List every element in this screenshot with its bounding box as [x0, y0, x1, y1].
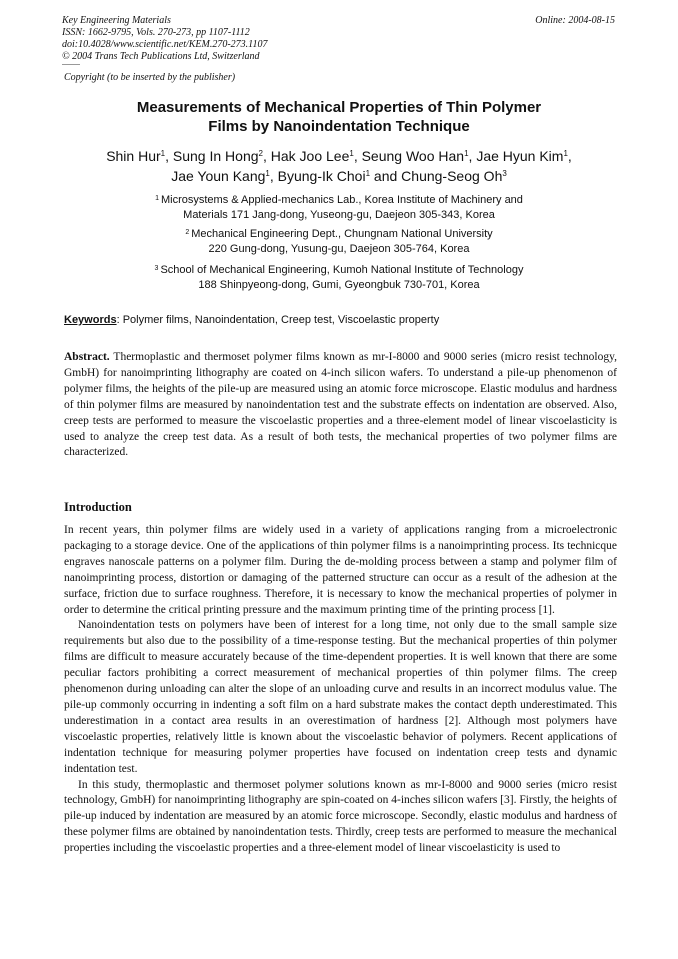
affiliation-line: Microsystems & Applied-mechanics Lab., Korea Institute of Machinery and [160, 194, 523, 206]
affiliation-line: School of Mechanical Engineering, Kumoh National Institute of Technology [160, 264, 524, 276]
doi-line: doi:10.4028/www.scientific.net/KEM.270-273.1107 [62, 39, 268, 50]
keywords-label: Keywords [64, 314, 117, 326]
title-line-2: Films by Nanoindentation Technique [208, 118, 470, 135]
affiliation-address: 188 Shinpyeong-dong, Gumi, Gyeongbuk 730-701, Korea [198, 279, 480, 291]
online-date: Online: 2004-08-15 [535, 15, 615, 26]
affiliation-3 [40, 263, 638, 293]
affiliation-number: 2 [185, 229, 190, 236]
author-affiliation-mark: 1 [160, 149, 166, 158]
author-name: Sung In Hong [172, 148, 259, 164]
affiliation-number: 1 [155, 195, 159, 202]
author-affiliation-mark: 2 [258, 149, 263, 158]
journal-name: Key Engineering Materials [62, 15, 171, 26]
author-name: Chung-Seog Oh [401, 168, 503, 184]
publisher-line: © 2004 Trans Tech Publications Ltd, Switzerland [62, 51, 260, 62]
introduction-body [64, 523, 617, 857]
introduction-heading: Introduction [64, 500, 132, 514]
affiliation-1 [40, 193, 638, 223]
keywords-text: : Polymer films, Nanoindentation, Creep test, Viscoelastic property [116, 314, 440, 326]
author-name: Byung-Ik Choi [277, 168, 366, 184]
affiliation-number: 3 [154, 265, 159, 272]
author-list [40, 146, 638, 186]
affiliation-line: Mechanical Engineering Dept., Chungnam National University [191, 228, 493, 240]
header-divider [62, 64, 80, 65]
author-line-2: Jae Youn Kang$^1$, Byung-Ik Choi$^1$ and Chung-Seog Oh$^3$ [171, 168, 507, 184]
author-affiliation-mark: 1 [349, 149, 354, 158]
author-name: Seung Woo Han [361, 148, 465, 164]
author-affiliation-mark: 1 [563, 149, 568, 158]
author-name: Shin Hur [106, 148, 161, 164]
author-name: Jae Hyun Kim [476, 148, 564, 164]
paper-title [60, 98, 618, 136]
abstract [64, 350, 617, 461]
affiliation-address: Materials 171 Jang-dong, Yuseong-gu, Daejeon 305-343, Korea [183, 209, 495, 221]
abstract-label: Abstract. [64, 351, 110, 363]
abstract-text: Thermoplastic and thermoset polymer films known as mr-I-8000 and 9000 series (micro resist technology, GmbH) for nanoimprinting lithography are coated on 4-inch silicon wafers. To understand a pile-up phenomenon of polymer films, the heights of the pile-up are measured using an atomic force microscope. Elastic modulus and hardness of thin polymer films are measured by nanoindentation test and the substrate effects on indentation are observed. Also, creep tests are performed to measure the viscoelastic properties and a three-element model of linear viscoelasticity is used to analyze the creep test data. As a result of both tests, the mechanical properties of two polymer films are characterized. [64, 351, 617, 459]
paragraph: Nanoindentation tests on polymers have been of interest for a long time, not only due to the small sample size requirements but also due to the possibility of a time-response testing. But the mechanical properties of thin polymer films are difficult to measure accurately because of the time-dependent properties. It is well known that there are some peculiar factors prohibiting a correct measurement of mechanical properties of thin polymer films. The creep phenomenon during unloading can alter the slope of an unloading curve and results in an incorrect modulus value. The pile-up commonly occurring in indenting a soft film on a hard substrate makes the contact depth underestimated. This underestimation in a contact area results in an overestimation of hardness [2]. Although most polymers have viscoelastic properties, relatively little is known about the viscoelastic behavior of polymers. Recent applications of indentation technique for measuring polymer properties have focused on indentation creep tests and dynamic indentation test. [64, 619, 617, 775]
author-line-1: Shin Hur$^1$, Sung In Hong$^2$, Hak Joo Lee$^1$, Seung Woo Han$^1$, Jae Hyun Kim$^1$, [106, 148, 572, 164]
author-affiliation-mark: 1 [365, 169, 371, 178]
author-affiliation-mark: 1 [265, 169, 270, 178]
author-name: Jae Youn Kang [171, 168, 266, 184]
paragraph: In this study, thermoplastic and thermoset polymer solutions known as mr-I-8000 and 9000 series (micro resist technology, GmbH) for nanoimprinting lithography are spin-coated on 4-inches silicon wafers [3]. Firstly, the heights of pile-up induced by indentation are measured by an atomic force microscope. Secondly, elastic modulus and hardness of these polymer films are obtained by nanoindentation tests. Thirdly, creep tests are performed to measure the mechanical properties including the viscoelastic properties and a three-element model of linear viscoelasticity is used to [64, 778, 617, 855]
author-name: Hak Joo Lee [270, 148, 350, 164]
affiliation-2 [40, 227, 638, 257]
affiliation-address: 220 Gung-dong, Yusung-gu, Daejeon 305-764, Korea [208, 243, 470, 255]
keywords [64, 314, 617, 326]
copyright-note: Copyright (to be inserted by the publisher) [64, 72, 236, 83]
journal-header [62, 15, 615, 63]
paragraph: In recent years, thin polymer films are widely used in a variety of applications ranging from a microelectronic packaging to a storage device. One of the applications of thin polymer films is a nanoimprinting process. Its technicque engraves nanoscale patterns on a polymer film. During the de-molding process between a stamp and polymer film of nanoimprinting process, distortion or damaging of the patterned structure can occur as a result of the adhesion at the surface, friction due to surface roughness. Therefore, it is necessary to know the mechanical properties of polymer in order to determine the critical printing pressure and the maximum printing time of the printing process [1]. [64, 524, 617, 616]
title-line-1: Measurements of Mechanical Properties of Thin Polymer [136, 99, 542, 116]
author-affiliation-mark: 3 [502, 169, 507, 178]
author-affiliation-mark: 1 [464, 149, 469, 158]
issn-line: ISSN: 1662-9795, Vols. 270-273, pp 1107-1112 [62, 27, 250, 38]
